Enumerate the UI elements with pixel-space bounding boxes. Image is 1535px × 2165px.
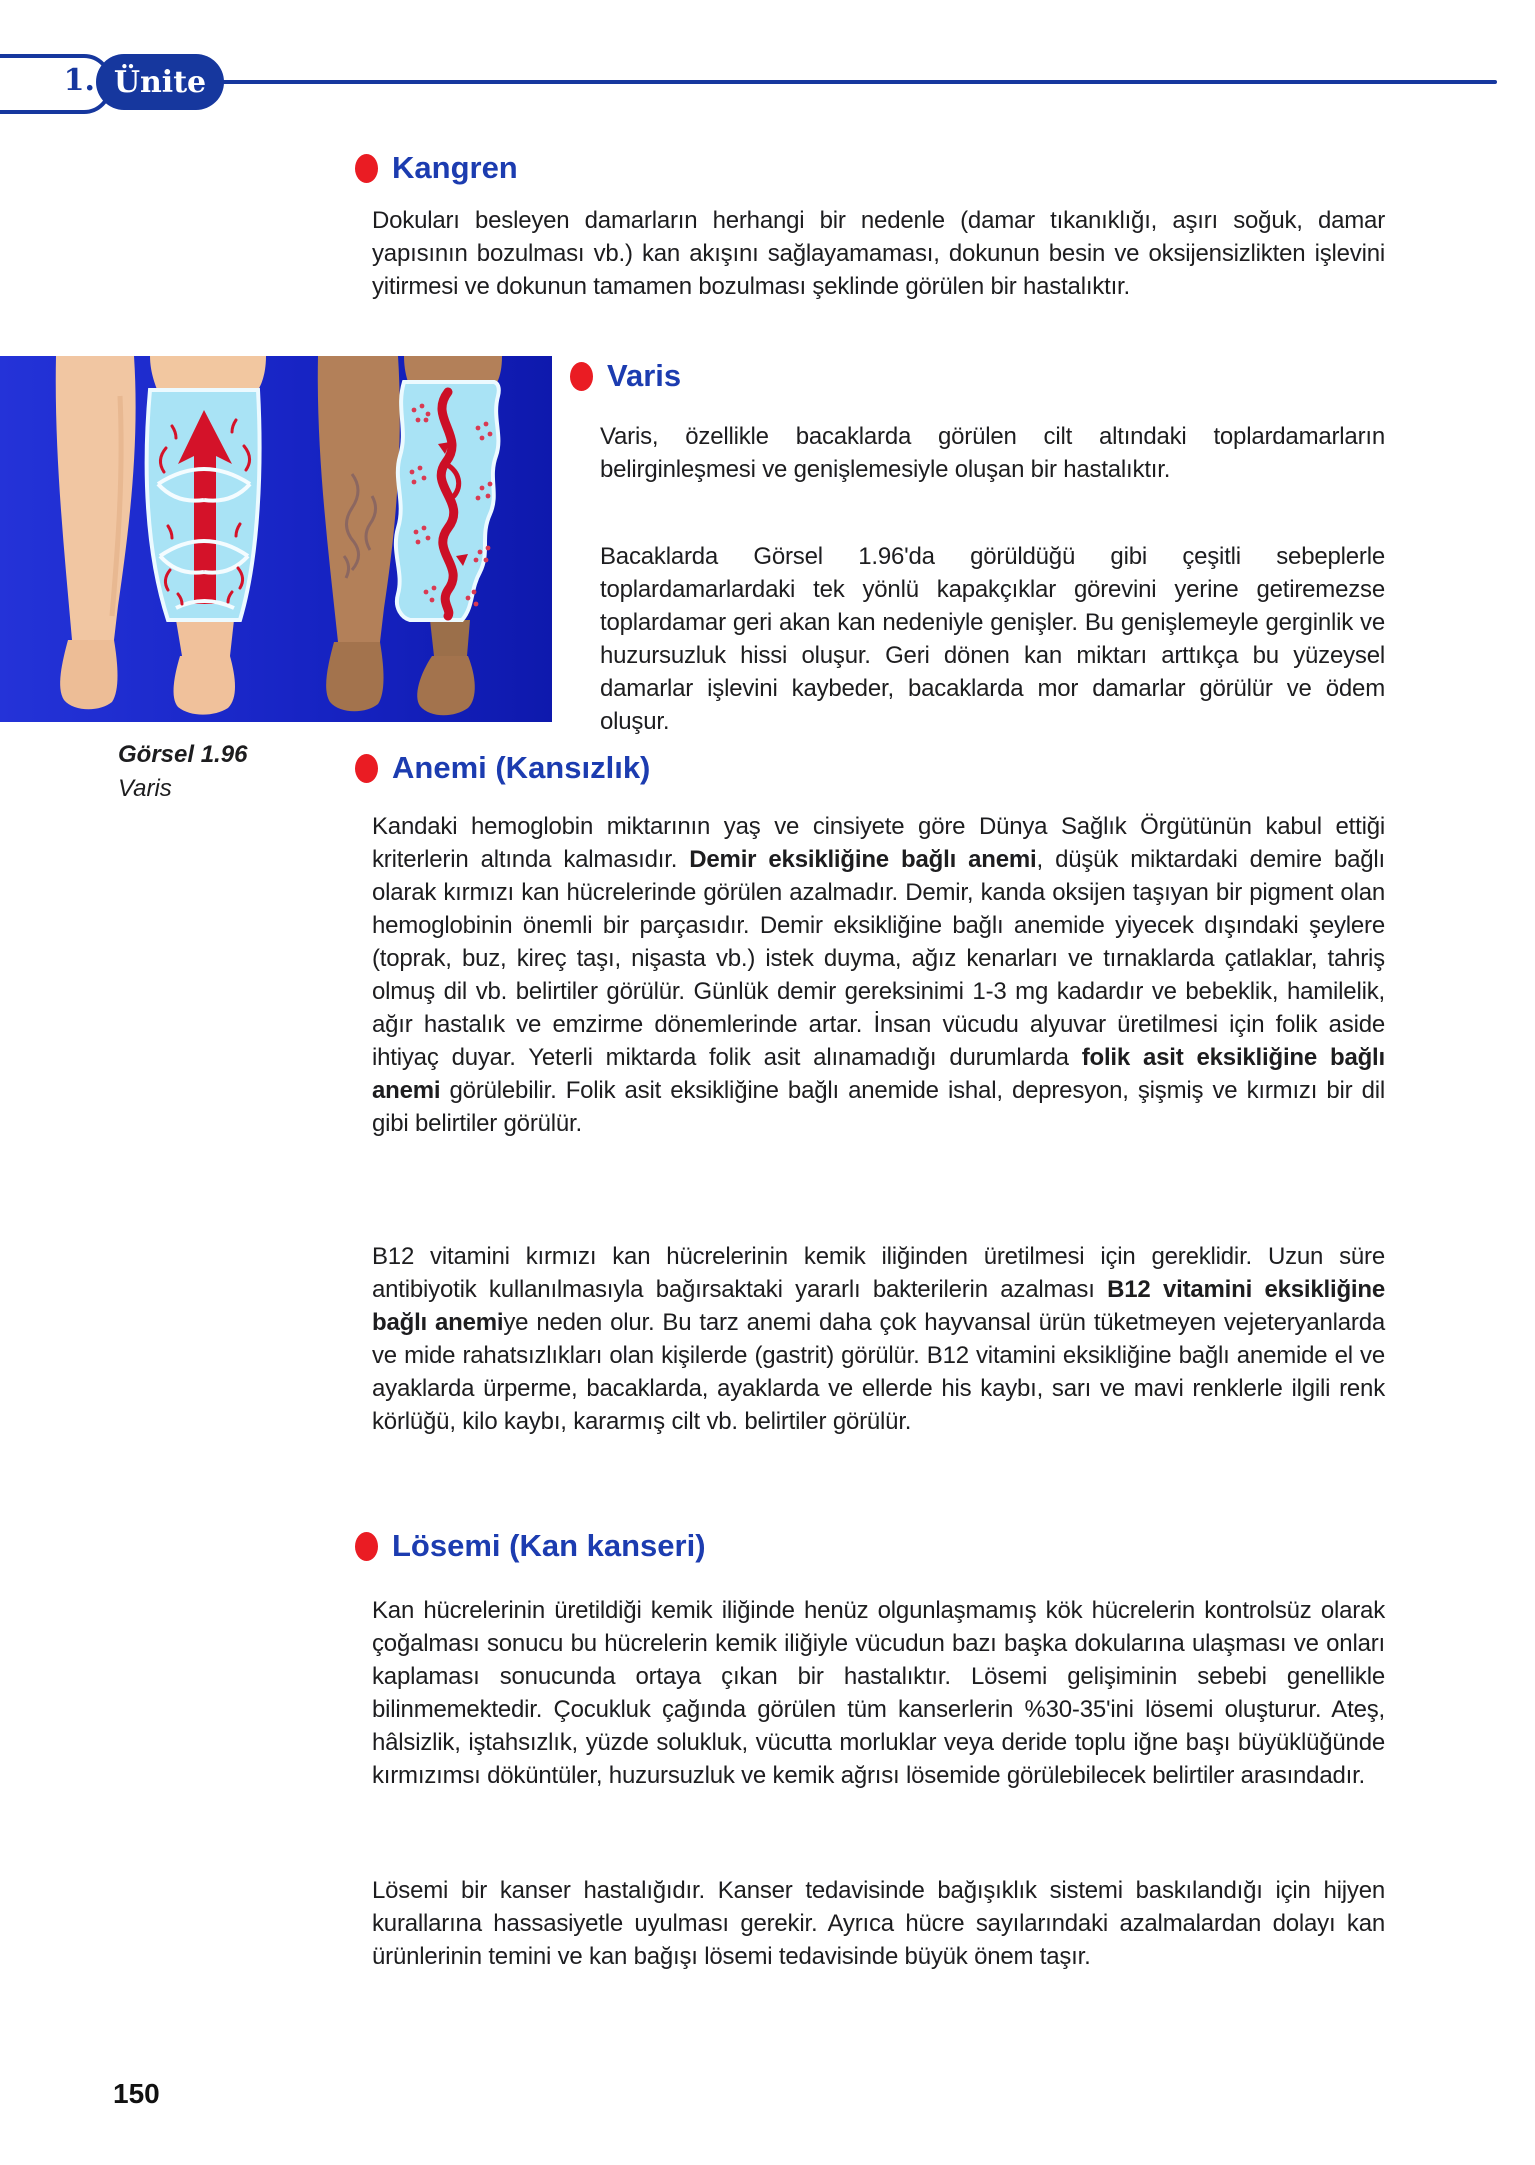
heading-text: Anemi (Kansızlık)	[392, 750, 651, 785]
heading-text: Varis	[607, 358, 682, 393]
section-heading-losemi	[355, 1528, 1390, 1564]
heading-text: Kangren	[392, 150, 518, 185]
section-losemi	[355, 1528, 1390, 1973]
red-bullet-icon	[355, 1532, 378, 1561]
section-varis	[570, 358, 1390, 738]
unit-label-badge	[96, 54, 224, 110]
heading-text: Lösemi (Kan kanseri)	[392, 1528, 706, 1563]
caption-label: Görsel 1.96	[118, 741, 248, 768]
section-kangren	[355, 150, 1390, 303]
page-number: 150	[113, 2078, 160, 2109]
anemi-paragraph-1: Kandaki hemoglobin miktarının yaş ve cinsiyete göre Dünya Sağlık Örgütünün kabul ettiği kriterlerin altında kalmasıdır. Demir eksikliğine bağlı anemi, düşük miktardaki demire bağlı olarak kırmızı kan hücrelerinde görülen azalmadır. Demir, kanda oksijen taşıyan bir pigment olan hemoglobinin önemli bir parçasıdır. Demir eksikliğine bağlı anemide yiyecek dışındaki şeylere (toprak, buz, kireç taşı, nişasta vb.) istek duyma, ağız kenarları ve tırnaklarda çatlaklar, tahriş olmuş dil vb. belirtiler görülür. Günlük demir gereksinimi 1-3 mg kadardır ve bebeklik, hamilelik, ağır hastalık ve emzirme dönemlerinde artar. İnsan vücudu alyuvar üretilmesi için folik aside ihtiyaç duyar. Yeterli miktarda folik asit alınamadığı durumlarda folik asit eksikliğine bağlı anemi görülebilir. Folik asit eksikliğine bağlı anemide ishal, depresyon, şişmiş ve kırmızı bir dil gibi belirtiler görülür.	[372, 813, 1385, 1137]
red-bullet-icon	[570, 362, 593, 391]
section-heading-kangren	[355, 150, 1390, 186]
unit-label: Ünite	[113, 64, 207, 100]
caption-text: Varis	[118, 775, 172, 802]
section-anemi	[355, 750, 1390, 1438]
section-heading-varis	[570, 358, 1390, 394]
healthy-vein-diagram	[147, 390, 260, 620]
red-bullet-icon	[355, 154, 378, 183]
red-bullet-icon	[355, 754, 378, 783]
varicose-veins-figure	[0, 356, 552, 722]
varis-paragraph-1: Varis, özellikle bacaklarda görülen cilt altındaki toplardamarların belirginleşmesi ve genişlemesiyle oluşan bir hastalıktır.	[600, 423, 1385, 483]
unit-number: 1.	[63, 63, 95, 98]
section-heading-anemi	[355, 750, 1390, 786]
kangren-paragraph: Dokuları besleyen damarların herhangi bir nedenle (damar tıkanıklığı, aşırı soğuk, damar yapısının bozulması vb.) kan akışını sağlayamaması, dokunun besin ve oksijensizlikten işlevini yitirmesi ve dokunun tamamen bozulması şeklinde görülen bir hastalıktır.	[372, 207, 1385, 300]
header-rule	[205, 80, 1497, 84]
varicose-veins-illustration	[0, 356, 552, 722]
losemi-paragraph-2: Lösemi bir kanser hastalığıdır. Kanser tedavisinde bağışıklık sistemi baskılandığı için hijyen kurallarına hassasiyetle uyulması gerekir. Ayrıca hücre sayılarındaki azalmalardan dolayı kan ürünlerinin temini ve kan bağışı lösemi tedavisinde büyük önem taşır.	[372, 1877, 1385, 1970]
figure-caption	[118, 740, 247, 804]
losemi-paragraph-1: Kan hücrelerinin üretildiği kemik iliğinde henüz olgunlaşmamış kök hücrelerin kontrolsüz olarak çoğalması sonucu bu hücrelerin kemik iliğiyle vücudun bazı başka dokularına ulaşması ve onları kaplaması sonucunda ortaya çıkan bir hastalıktır. Lösemi gelişiminin sebebi genellikle bilinmemektedir. Çocukluk çağında görülen tüm kanserlerin %30-35'ini lösemi oluşturur. Ateş, hâlsizlik, iştahsızlık, yüzde solukluk, vücutta morluklar veya deride toplu iğne başı büyüklüğünde kırmızımsı döküntüler, huzursuzluk ve kemik ağrısı lösemide görülebilecek belirtiler arasındadır.	[372, 1597, 1385, 1789]
varis-paragraph-2: Bacaklarda Görsel 1.96'da görüldüğü gibi çeşitli sebeplerle toplardamarlardaki tek yönlü kapakçıklar görevini yerine getiremezse toplardamar geri akan kan nedeniyle genişler. Bu genişlemeyle gerginlik ve huzursuzluk hissi oluşur. Geri dönen kan miktarı arttıkça bu yüzeysel damarlar işlevini kaybeder, bacaklarda mor damarlar görülür ve ödem oluşur.	[600, 543, 1385, 735]
anemi-paragraph-2: B12 vitamini kırmızı kan hücrelerinin kemik iliğinden üretilmesi için gereklidir. Uzun süre antibiyotik kullanılmasıyla bağırsaktaki yararlı bakterilerin azalması B12 vitamini eksikliğine bağlı anemiye neden olur. Bu tarz anemi daha çok hayvansal ürün tüketmeyen vejeteryanlarda ve mide rahatsızlıkları olan kişilerde (gastrit) görülür. B12 vitamini eksikliğine bağlı anemide el ve ayaklarda ürperme, bacaklarda, ayaklarda ve ellerde his kaybı, sarı ve mavi renklerle ilgili renk körlüğü, kilo kaybı, kararmış cilt vb. belirtiler görülür.	[372, 1243, 1385, 1435]
